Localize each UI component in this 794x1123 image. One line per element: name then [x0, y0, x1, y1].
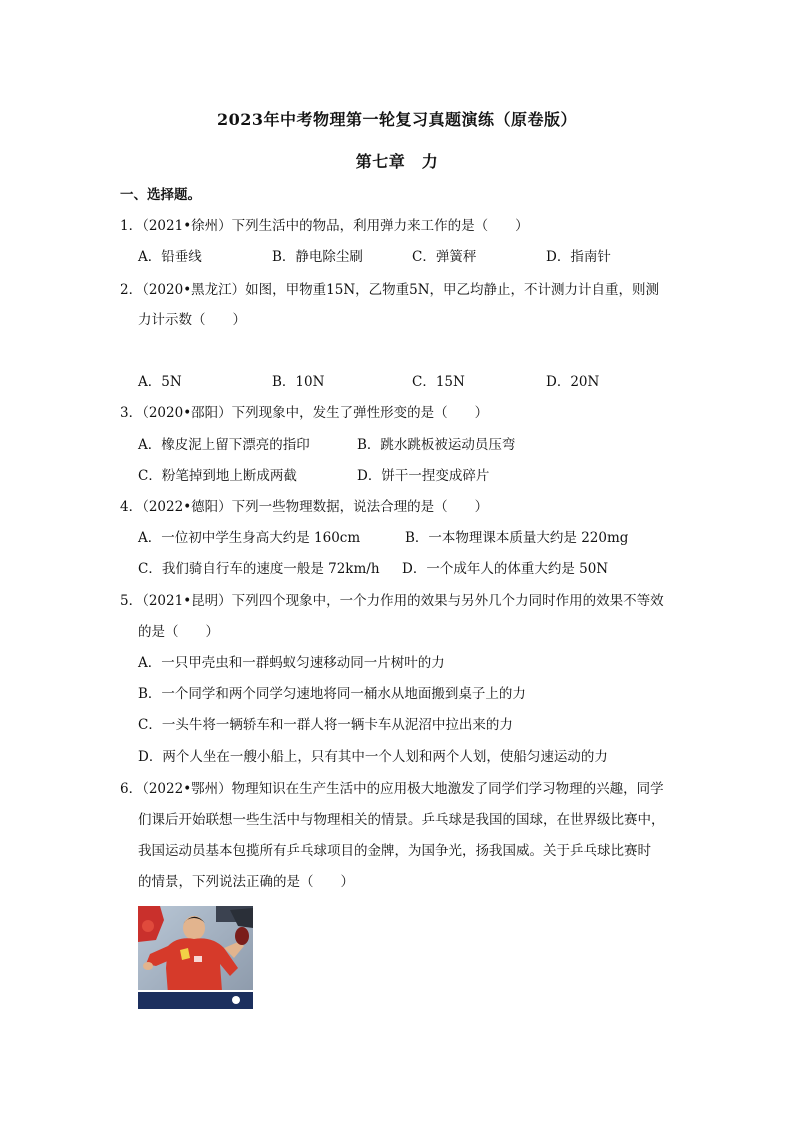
- question-stem-continued: 的是（ ）: [138, 624, 219, 640]
- question-3: [120, 404, 488, 422]
- option-d: D．20N: [546, 374, 600, 390]
- option-d: D．一个成年人的体重大约是 50N: [402, 561, 609, 577]
- question-stem: （2021•徐州）下列生活中的物品，利用弹力来工作的是（ ）: [142, 218, 529, 234]
- question-stem-continued: 们课后开始联想一些生活中与物理相关的情景。乒乓球是我国的国球，在世界级比赛中，: [138, 812, 665, 828]
- question-number: 3．: [120, 405, 143, 421]
- option-c: C．粉笔掉到地上断成两截: [138, 468, 297, 484]
- question-stem: （2020•黑龙江）如图，甲物重15N，乙物重5N，甲乙均静止，不计测力计自重，则测: [142, 282, 660, 298]
- option-d: D．指南针: [546, 249, 611, 265]
- option-c: C．我们骑自行车的速度一般是 72km/h: [138, 561, 380, 577]
- question-number: 1．: [120, 218, 143, 234]
- question-number: 6．: [120, 781, 143, 797]
- question-number: 5．: [120, 593, 143, 609]
- question-stem-continued: 力计示数（ ）: [138, 312, 246, 328]
- option-a: A．一只甲壳虫和一群蚂蚁匀速移动同一片树叶的力: [138, 655, 445, 671]
- option-b: B．10N: [272, 374, 325, 390]
- option-a: A．橡皮泥上留下漂亮的指印: [138, 437, 310, 453]
- option-b: B．跳水跳板被运动员压弯: [357, 437, 516, 453]
- option-d: D．两个人坐在一艘小船上，只有其中一个人划和两个人划，使船匀速运动的力: [138, 749, 608, 765]
- option-c: C．一头牛将一辆轿车和一群人将一辆卡车从泥沼中拉出来的力: [138, 717, 513, 733]
- option-a: A．5N: [138, 374, 182, 390]
- option-c: C．弹簧秤: [412, 249, 477, 265]
- question-5: [120, 592, 664, 610]
- option-b: B．静电除尘刷: [272, 249, 363, 265]
- question-stem: （2022•鄂州）物理知识在生产生活中的应用极大地激发了同学们学习物理的兴趣，同学: [142, 781, 664, 797]
- question-number: 4．: [120, 499, 143, 515]
- option-b: B．一本物理课本质量大约是 220mg: [405, 530, 629, 546]
- question-stem: （2020•邵阳）下列现象中，发生了弹性形变的是（ ）: [142, 405, 489, 421]
- question-stem-continued: 的情景，下列说法正确的是（ ）: [138, 874, 354, 890]
- question-number: 2．: [120, 282, 143, 298]
- chapter-title: 第七章 力: [355, 152, 439, 171]
- option-c: C．15N: [412, 374, 465, 390]
- table-tennis-player-photo: [138, 906, 253, 1009]
- section-heading: 一、选择题。: [120, 187, 201, 203]
- question-6: [120, 780, 664, 798]
- option-b: B．一个同学和两个同学匀速地将同一桶水从地面搬到桌子上的力: [138, 686, 526, 702]
- question-stem: （2022•德阳）下列一些物理数据，说法合理的是（ ）: [142, 499, 489, 515]
- option-d: D．饼干一捏变成碎片: [357, 468, 490, 484]
- question-1: [120, 217, 529, 235]
- document-title: 2023年中考物理第一轮复习真题演练（原卷版）: [216, 110, 578, 129]
- question-2: [120, 281, 659, 299]
- option-a: A．铅垂线: [138, 249, 202, 265]
- question-stem: （2021•昆明）下列四个现象中，一个力作用的效果与另外几个力同时作用的效果不等效: [142, 593, 664, 609]
- question-4: [120, 498, 488, 516]
- question-stem-continued: 我国运动员基本包揽所有乒乓球项目的金牌，为国争光，扬我国威。关于乒乓球比赛时: [138, 843, 651, 859]
- option-a: A．一位初中学生身高大约是 160cm: [138, 530, 361, 546]
